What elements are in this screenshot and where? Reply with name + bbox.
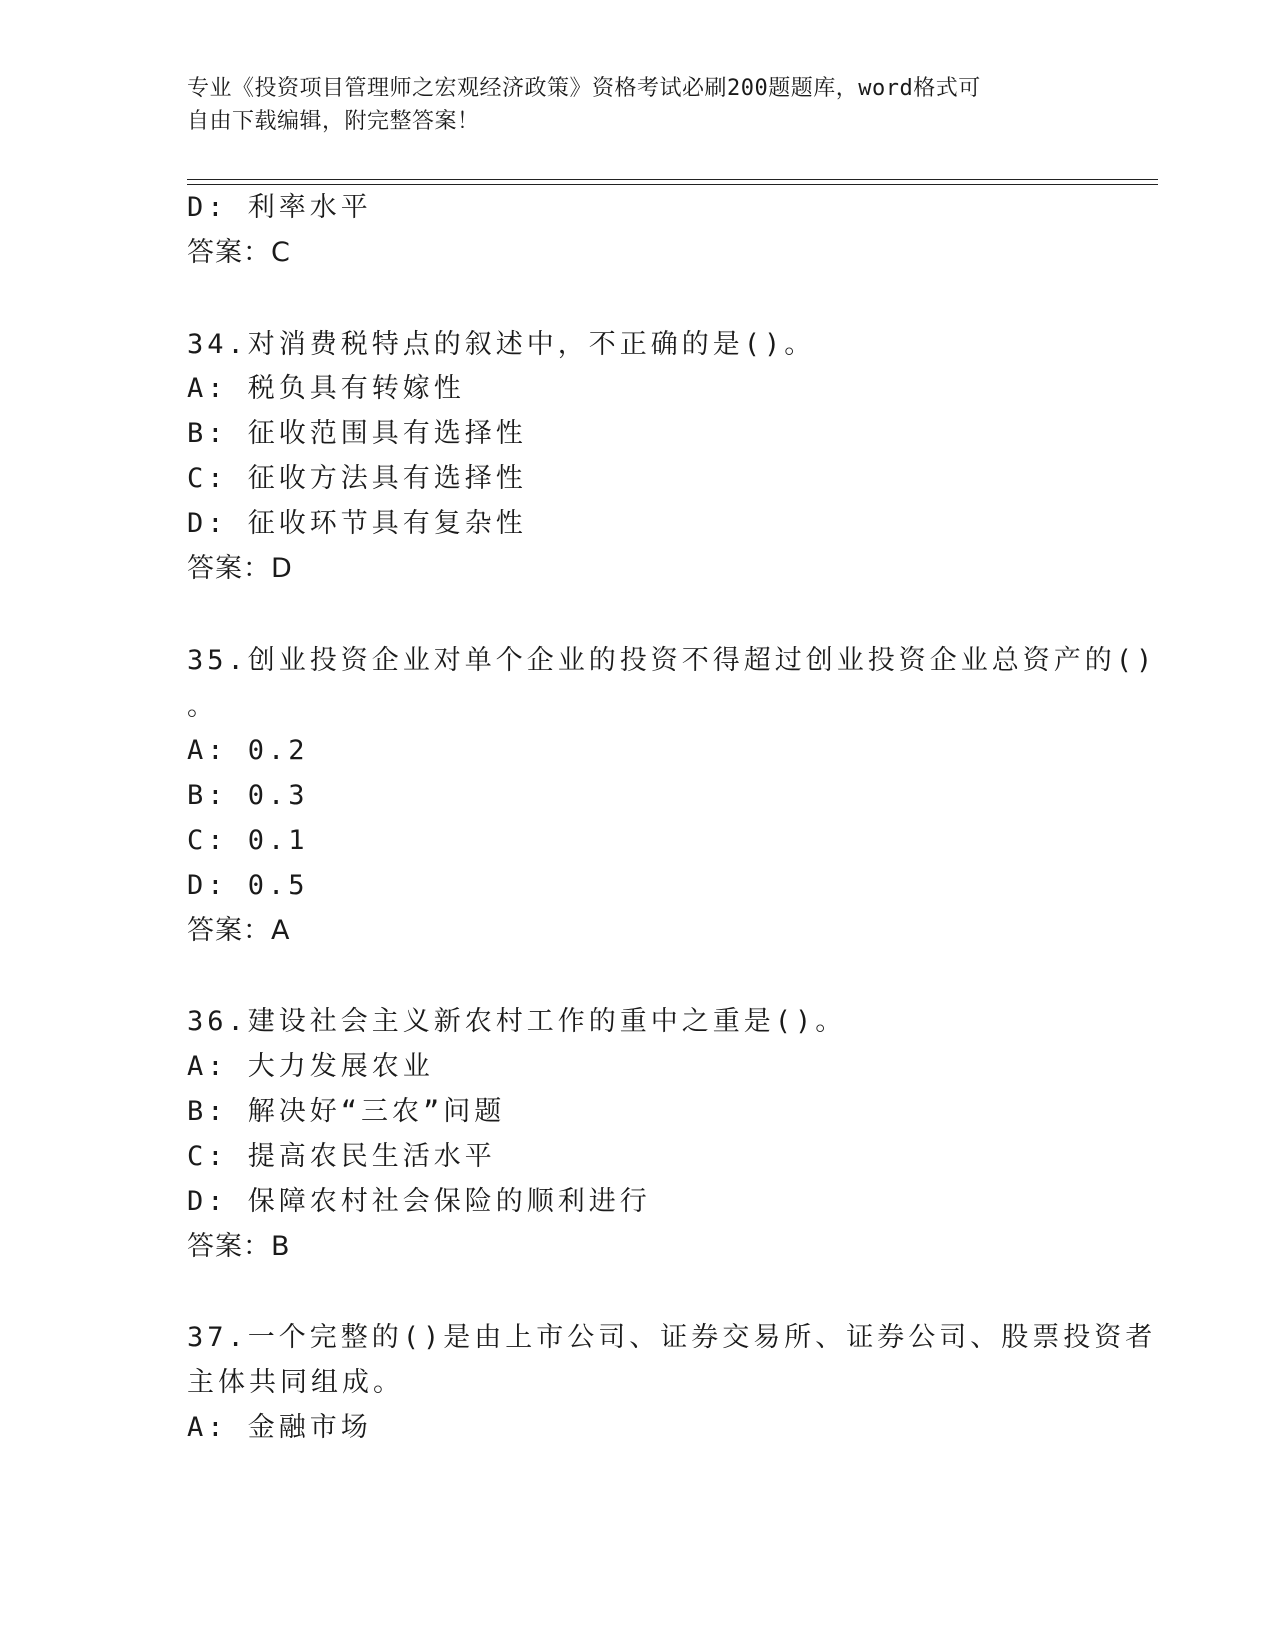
option-b: B: 征收范围具有选择性 (187, 418, 527, 449)
option-d: D: 利率水平 (187, 192, 372, 223)
header-title-line2: 自由下载编辑，附完整答案！ (187, 109, 480, 134)
option-c: C: 0.1 (187, 825, 309, 856)
option-a: A: 大力发展农业 (187, 1051, 434, 1082)
question-stem: 37.一个完整的()是由上市公司、证券交易所、证券公司、股票投资者 (187, 1322, 1157, 1353)
option-a: A: 金融市场 (187, 1412, 372, 1443)
question-stem: 34.对消费税特点的叙述中，不正确的是()。 (187, 329, 816, 360)
header-divider-bottom (187, 184, 1158, 185)
header-divider-top (187, 179, 1158, 180)
header-title-line1: 专业《投资项目管理师之宏观经济政策》资格考试必刷200题题库，word格式可 (187, 76, 981, 101)
option-d: D: 保障农村社会保险的顺利进行 (187, 1186, 651, 1217)
option-d: D: 0.5 (187, 870, 309, 901)
option-a: A: 税负具有转嫁性 (187, 373, 465, 404)
answer-line: 答案：A (187, 915, 291, 946)
answer-line: 答案：D (187, 553, 293, 584)
question-stem: 36.建设社会主义新农村工作的重中之重是()。 (187, 1006, 847, 1037)
document-header (187, 72, 1067, 138)
answer-line: 答案：B (187, 1231, 291, 1262)
question-stem: 35.创业投资企业对单个企业的投资不得超过创业投资企业总资产的() (187, 645, 1157, 676)
option-c: C: 提高农民生活水平 (187, 1141, 496, 1172)
option-c: C: 征收方法具有选择性 (187, 463, 527, 494)
question-stem-continuation: 主体共同组成。 (187, 1367, 404, 1398)
option-b: B: 解决好“三农”问题 (187, 1096, 506, 1127)
option-a: A: 0.2 (187, 735, 309, 766)
option-d: D: 征收环节具有复杂性 (187, 508, 527, 539)
answer-line: 答案：C (187, 237, 291, 268)
option-b: B: 0.3 (187, 780, 309, 811)
question-stem-continuation: 。 (187, 691, 218, 722)
